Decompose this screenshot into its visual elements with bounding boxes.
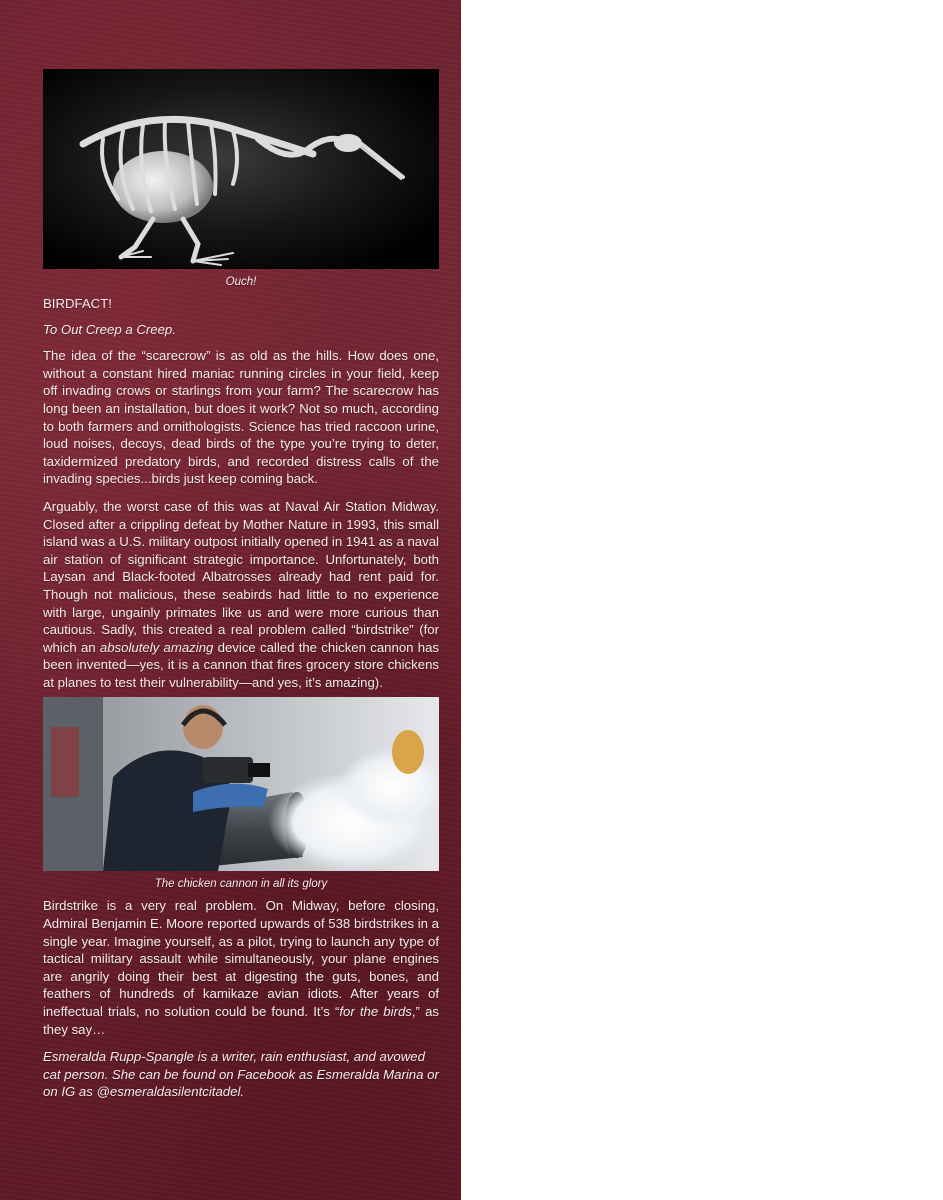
- chicken-cannon-image: [43, 697, 439, 871]
- bird-skeleton-image: [43, 69, 439, 269]
- paragraph-scarecrow: The idea of the “scarecrow” is as old as the hills. How does one, without a constant hired maniac running circles in your field, keep off invading crows or starlings from your farm? The scarecrow has long been an installation, but does it work? Not so much, according to both farmers and ornithologists. Science has tried raccoon urine, loud noises, decoys, dead birds of the type you’re trying to deter, taxidermized predatory birds, and recorded distress calls of the invading species...birds just keep coming back.: [43, 348, 439, 487]
- author-bio: Esmeralda Rupp-Spangle is a writer, rain enthusiast, and avowed cat person. She can be found on Facebook as Esmeralda Marina or on IG as @esmeraldasilentcitadel.: [43, 1049, 439, 1100]
- paragraph-midway: [43, 498, 439, 692]
- paragraph-birdstrike: [43, 897, 439, 1038]
- photo-caption-cannon: The chicken cannon in all its glory: [154, 878, 328, 891]
- article-subheading: To Out Creep a Creep.: [43, 321, 176, 337]
- paragraph-midway-text-2: device called the chicken cannon has been invented—yes, it is a cannon that fires grocery store chickens at planes to test their vulnerability—and yes, it’s amazing).: [43, 639, 439, 690]
- paragraph-midway-text-1: Arguably, the worst case of this was at Naval Air Station Midway. Closed after a crippling defeat by Mother Nature in 1993, this small island was a U.S. military outpost initially opened in 1941 as a naval air station of significant strategic importance. Unfortunately, both Laysan and Black-footed Albatrosses already had rent paid for. Though not malicious, these seabirds had little to no experience with large, ungainly primates like us and were more curious than cautious. Sadly, this created a real problem called “birdstrike” (for which an: [43, 498, 439, 655]
- article-content: [43, 69, 439, 1111]
- photo-caption-ouch: Ouch!: [225, 276, 257, 288]
- paragraph-birdstrike-emphasis: for the birds: [339, 1004, 412, 1020]
- chicken-cannon-photo: [43, 697, 439, 871]
- paragraph-birdstrike-text-2: ,” as they say…: [43, 1004, 439, 1037]
- paragraph-birdstrike-text-1: Birdstrike is a very real problem. On Midway, before closing, Admiral Benjamin E. Moore reported upwards of 538 birdstrikes in a single year. Imagine yourself, as a pilot, trying to launch any type of tactical military assault while simultaneously, your plane engines are angrily doing their best at digesting the guts, bones, and feathers of hundreds of kamikaze avian idiots. After years of ineffectual trials, no solution could be found. It’s “: [43, 898, 439, 1020]
- article-column: [0, 0, 461, 1200]
- paragraph-midway-emphasis: absolutely amazing: [99, 639, 214, 655]
- bird-skeleton-photo: [43, 69, 439, 269]
- birdfact-heading: BIRDFACT!: [43, 296, 112, 311]
